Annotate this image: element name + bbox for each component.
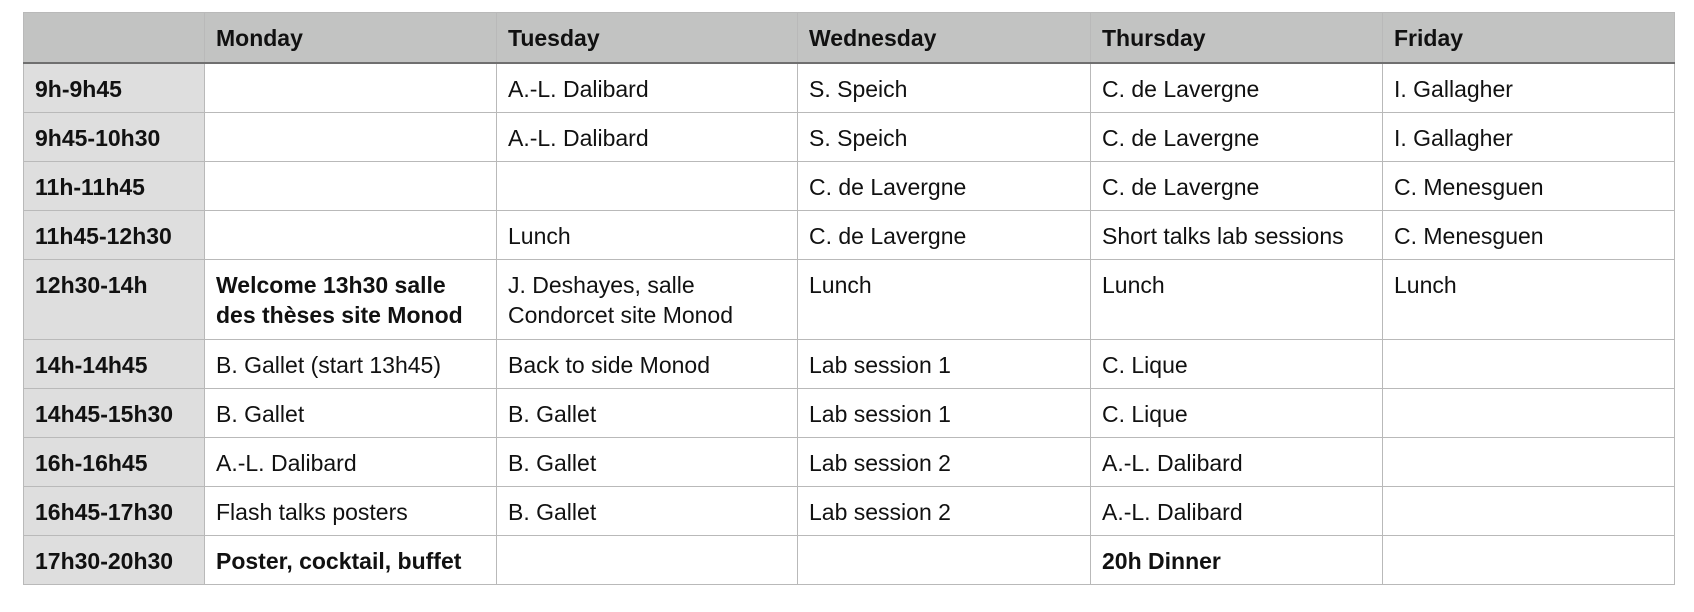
header-corner-cell <box>24 13 205 64</box>
session-cell: 20h Dinner <box>1091 535 1383 584</box>
time-slot-cell: 12h30-14h <box>24 259 205 339</box>
session-cell: C. de Lavergne <box>798 210 1091 259</box>
session-cell: J. Deshayes, salle Condorcet site Monod <box>497 259 798 339</box>
session-cell <box>798 535 1091 584</box>
time-slot-cell: 11h-11h45 <box>24 161 205 210</box>
session-cell: Lunch <box>1091 259 1383 339</box>
table-row <box>24 437 1675 486</box>
table-row <box>24 535 1675 584</box>
session-cell <box>205 63 497 112</box>
session-cell: I. Gallagher <box>1383 112 1675 161</box>
session-cell: Short talks lab sessions <box>1091 210 1383 259</box>
session-cell <box>1383 535 1675 584</box>
session-cell: Back to side Monod <box>497 339 798 388</box>
session-cell: C. de Lavergne <box>1091 63 1383 112</box>
session-cell <box>497 535 798 584</box>
session-cell: B. Gallet <box>205 388 497 437</box>
header-day-friday: Friday <box>1383 13 1675 64</box>
time-slot-cell: 11h45-12h30 <box>24 210 205 259</box>
session-cell: Poster, cocktail, buffet <box>205 535 497 584</box>
session-cell: C. de Lavergne <box>1091 112 1383 161</box>
session-cell: Lunch <box>1383 259 1675 339</box>
session-cell: C. Lique <box>1091 388 1383 437</box>
header-day-tuesday: Tuesday <box>497 13 798 64</box>
header-day-thursday: Thursday <box>1091 13 1383 64</box>
session-cell: Lab session 2 <box>798 486 1091 535</box>
table-row <box>24 63 1675 112</box>
time-slot-cell: 16h-16h45 <box>24 437 205 486</box>
table-row <box>24 339 1675 388</box>
table-row <box>24 161 1675 210</box>
session-cell: B. Gallet (start 13h45) <box>205 339 497 388</box>
session-cell: S. Speich <box>798 63 1091 112</box>
session-cell: A.-L. Dalibard <box>1091 486 1383 535</box>
time-slot-cell: 14h-14h45 <box>24 339 205 388</box>
table-row <box>24 388 1675 437</box>
schedule-table <box>23 12 1675 585</box>
session-cell: B. Gallet <box>497 486 798 535</box>
time-slot-cell: 16h45-17h30 <box>24 486 205 535</box>
session-cell: B. Gallet <box>497 388 798 437</box>
session-cell <box>205 161 497 210</box>
header-row <box>24 13 1675 64</box>
table-row <box>24 259 1675 339</box>
session-cell <box>497 161 798 210</box>
table-row <box>24 486 1675 535</box>
session-cell: Lab session 1 <box>798 388 1091 437</box>
time-slot-cell: 14h45-15h30 <box>24 388 205 437</box>
session-cell: Lab session 1 <box>798 339 1091 388</box>
session-cell: S. Speich <box>798 112 1091 161</box>
session-cell: Welcome 13h30 salle des thèses site Monod <box>205 259 497 339</box>
session-cell: A.-L. Dalibard <box>1091 437 1383 486</box>
time-slot-cell: 9h-9h45 <box>24 63 205 112</box>
time-slot-cell: 17h30-20h30 <box>24 535 205 584</box>
session-cell: Lunch <box>798 259 1091 339</box>
session-cell <box>1383 388 1675 437</box>
header-day-monday: Monday <box>205 13 497 64</box>
session-cell: C. Menesguen <box>1383 161 1675 210</box>
session-cell: A.-L. Dalibard <box>497 112 798 161</box>
session-cell: C. de Lavergne <box>798 161 1091 210</box>
session-cell: B. Gallet <box>497 437 798 486</box>
session-cell: Lunch <box>497 210 798 259</box>
session-cell <box>205 112 497 161</box>
schedule-header <box>24 13 1675 64</box>
table-row <box>24 112 1675 161</box>
time-slot-cell: 9h45-10h30 <box>24 112 205 161</box>
session-cell: I. Gallagher <box>1383 63 1675 112</box>
session-cell: C. Menesguen <box>1383 210 1675 259</box>
session-cell: Lab session 2 <box>798 437 1091 486</box>
session-cell <box>1383 486 1675 535</box>
schedule-body <box>24 63 1675 584</box>
session-cell <box>1383 339 1675 388</box>
session-cell: A.-L. Dalibard <box>205 437 497 486</box>
header-day-wednesday: Wednesday <box>798 13 1091 64</box>
session-cell: Flash talks posters <box>205 486 497 535</box>
session-cell: A.-L. Dalibard <box>497 63 798 112</box>
session-cell: C. Lique <box>1091 339 1383 388</box>
session-cell <box>205 210 497 259</box>
session-cell <box>1383 437 1675 486</box>
session-cell: C. de Lavergne <box>1091 161 1383 210</box>
table-row <box>24 210 1675 259</box>
